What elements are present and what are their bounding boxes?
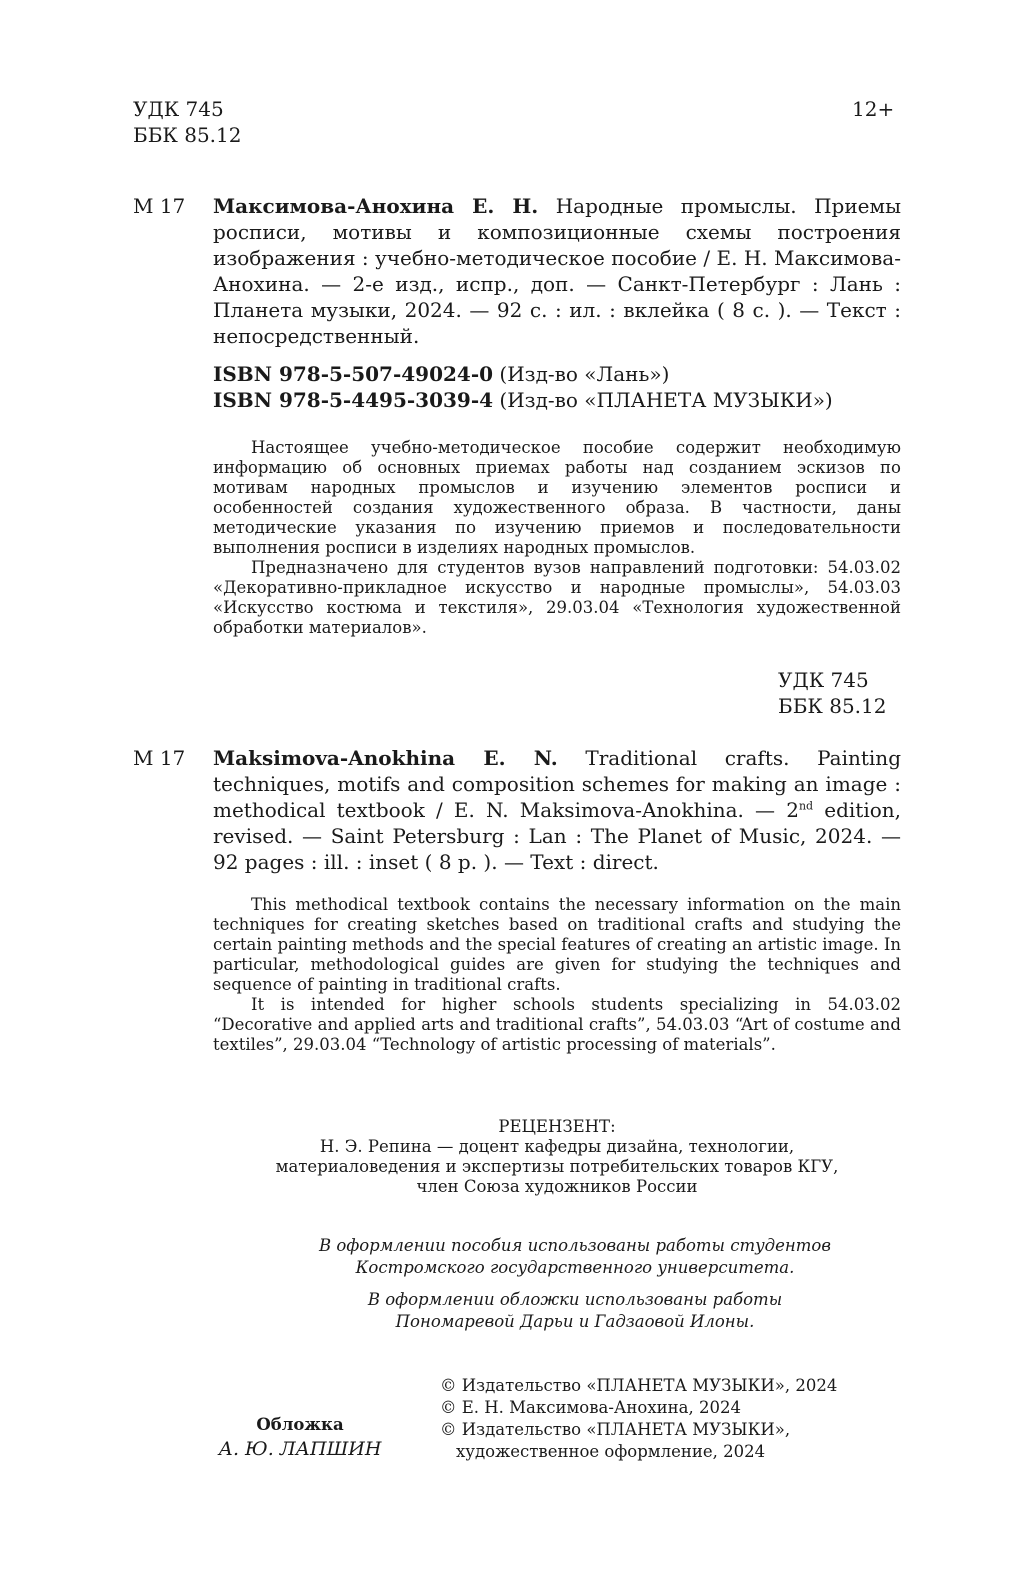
design-credits bbox=[240, 1235, 910, 1333]
isbn-2-publisher: (Изд-во «ПЛАНЕТА МУЗЫКИ») bbox=[499, 388, 833, 412]
isbn-line-1 bbox=[213, 361, 913, 387]
credits-line-1: В оформлении пособия использованы работы студентов bbox=[319, 1236, 831, 1255]
header-udk: УДК 745 bbox=[133, 97, 224, 121]
credits-line-3: В оформлении обложки использованы работы bbox=[367, 1290, 783, 1309]
ru-entry-code: М 17 bbox=[133, 194, 186, 218]
reviewer-block bbox=[213, 1117, 901, 1197]
en-description-text-1: Traditional crafts. Painting techniques, motifs and composition schemes for making an image : methodical textbook / E. N. Maksimova-Anokhina. — 2 bbox=[213, 746, 901, 822]
en-description-text-2: edition, revised. — Saint Petersburg : Lan : The Planet of Music, 2024. — 92 pages : ill. : inset ( 8 p. ). — Text : direct. bbox=[213, 798, 902, 874]
isbn-1-publisher: (Изд-во «Лань») bbox=[499, 362, 670, 386]
ru-description-text: Народные промыслы. Приемы росписи, мотивы и композиционные схемы построения изображения : учебно-методическое пособие / Е. Н. Максимова-Анохина. — 2-е изд., испр., доп. — Санкт-Петербург : Лань : Планета музыки, 2024. — 92 с. : ил. : вклейка ( 8 с. ). — Текст : непосредственный. bbox=[213, 194, 901, 348]
ru-entry-classification bbox=[778, 667, 887, 719]
en-abstract-paragraph-1: This methodical textbook contains the necessary information on the main techniques for creating sketches based on traditional crafts and studying the certain painting methods and the special features of creating an artistic image. In particular, methodological guides are given for studying the techniques and sequence of painting in traditional crafts. bbox=[213, 895, 901, 994]
isbn-2: ISBN 978-5-4495-3039-4 bbox=[213, 388, 494, 412]
isbn-block bbox=[213, 361, 913, 413]
ru-bibliographic-description bbox=[213, 193, 901, 349]
ru-entry-udk: УДК 745 bbox=[778, 668, 869, 692]
cover-label: Обложка bbox=[256, 1415, 344, 1434]
cover-artist: А. Ю. ЛАПШИН bbox=[218, 1438, 382, 1460]
en-abstract bbox=[213, 895, 901, 1055]
header-classification bbox=[133, 96, 242, 148]
copyright-line-1: © Издательство «ПЛАНЕТА МУЗЫКИ», 2024 bbox=[440, 1376, 838, 1395]
isbn-line-2 bbox=[213, 387, 913, 413]
credits-line-4: Пономаревой Дарьи и Гадзаовой Илоны. bbox=[395, 1312, 755, 1331]
ru-abstract-paragraph-2: Предназначено для студентов вузов направлений подготовки: 54.03.02 «Декоративно-прикладное искусство и народные промыслы», 54.03.03 «Искусство костюма и текстиля», 29.03.04 «Технология художественной обработки материалов». bbox=[213, 558, 901, 637]
cover-credit bbox=[200, 1413, 400, 1461]
en-abstract-paragraph-2: It is intended for higher schools students specializing in 54.03.02 “Decorative and applied arts and traditional crafts”, 54.03.03 “Art of costume and textiles”, 29.03.04 “Technology of artistic processing of materials”. bbox=[213, 995, 901, 1054]
age-rating: 12+ bbox=[852, 97, 895, 121]
reviewer-heading: РЕЦЕНЗЕНТ: bbox=[498, 1117, 616, 1136]
copyright-line-4: художественное оформление, 2024 bbox=[456, 1442, 766, 1461]
copyright-line-2: © Е. Н. Максимова-Анохина, 2024 bbox=[440, 1398, 741, 1417]
ru-entry-bbk: ББК 85.12 bbox=[778, 694, 887, 718]
credits-line-2: Костромского государственного университета. bbox=[355, 1258, 795, 1277]
copyright-block bbox=[440, 1375, 910, 1463]
ru-abstract-paragraph-1: Настоящее учебно-методическое пособие содержит необходимую информацию об основных приемах работы над созданием эскизов по мотивам народных промыслов и изучению элементов росписи и особенностей создания художественного образа. В частности, даны методические указания по изучению приемов и последовательности выполнения росписи в изделиях народных промыслов. bbox=[213, 438, 901, 557]
ru-abstract bbox=[213, 438, 901, 638]
isbn-1: ISBN 978-5-507-49024-0 bbox=[213, 362, 494, 386]
ru-author: Максимова-Анохина Е. Н. bbox=[213, 194, 539, 218]
reviewer-line-2: материаловедения и экспертизы потребительских товаров КГУ, bbox=[275, 1157, 839, 1176]
reviewer-line-3: член Союза художников России bbox=[416, 1177, 698, 1196]
en-bibliographic-description bbox=[213, 745, 901, 875]
header-bbk: ББК 85.12 bbox=[133, 123, 242, 147]
en-edition-superscript: nd bbox=[798, 799, 814, 813]
en-entry-code: М 17 bbox=[133, 746, 186, 770]
copyright-line-3: © Издательство «ПЛАНЕТА МУЗЫКИ», bbox=[440, 1420, 791, 1439]
reviewer-line-1: Н. Э. Репина — доцент кафедры дизайна, технологии, bbox=[319, 1137, 795, 1156]
en-author: Maksimova-Anokhina E. N. bbox=[213, 746, 558, 770]
